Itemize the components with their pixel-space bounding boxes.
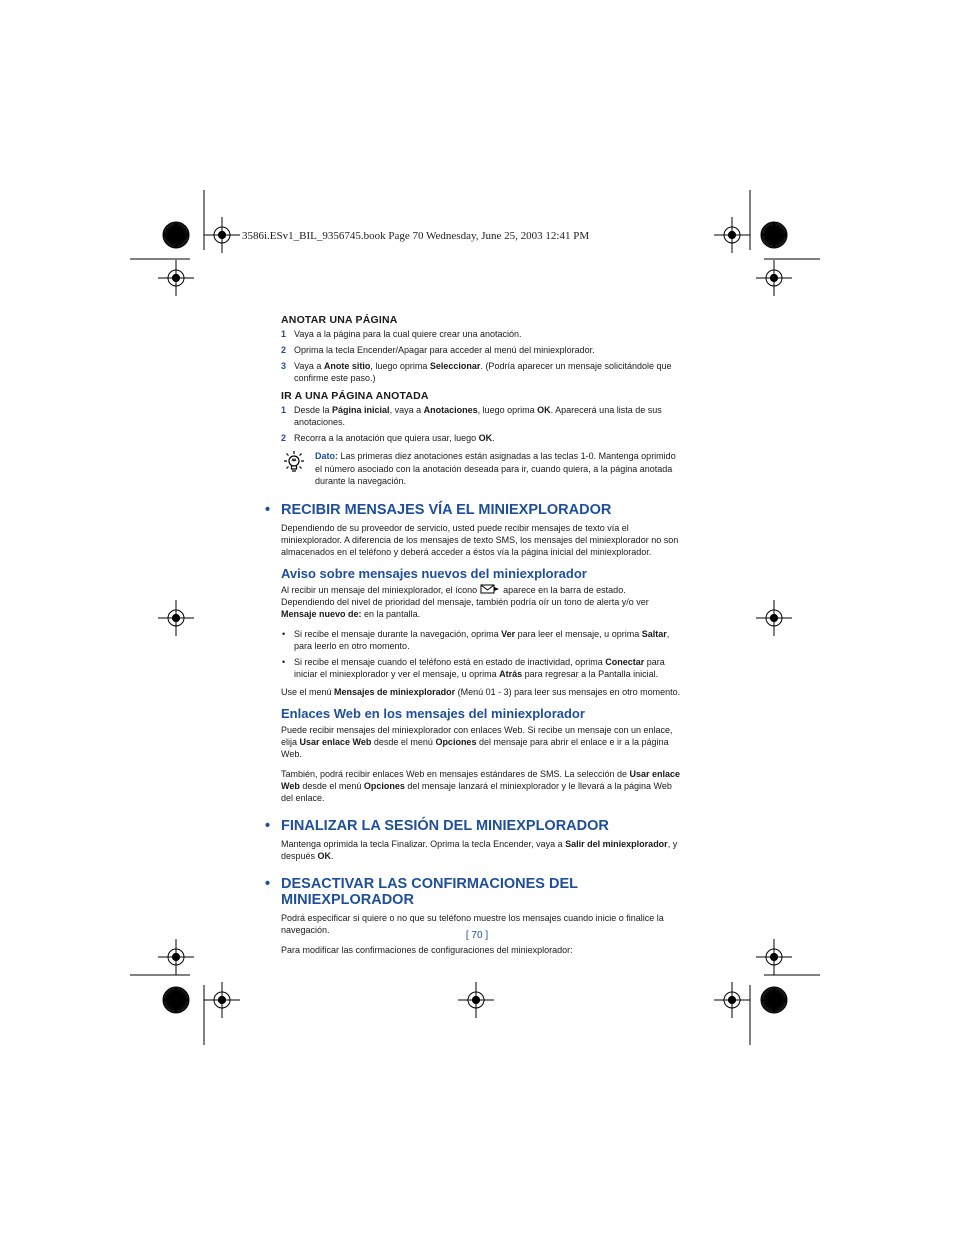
step-number: 2: [281, 433, 287, 443]
bullet-list: [281, 628, 681, 680]
section-desactivar: • DESACTIVAR LAS CONFIRMACIONES DEL MINIEXPLORADOR: [265, 875, 578, 908]
tip-lead: Dato:: [315, 451, 338, 461]
heading-anotar: ANOTAR UNA PÁGINA: [281, 314, 398, 326]
step-number: 1: [281, 329, 287, 339]
paragraph: Dependiendo de su proveedor de servicio, usted puede recibir mensajes de texto vía el miniexplorador. A diferencia de los mensajes de texto SMS, los mensajes del miniexplorador no son almacenados en el teléfono y deberá acceder a éstos vía la página inicial del miniexplorador.: [281, 522, 679, 557]
print-header: 3586i.ESv1_BIL_9356745.book Page 70 Wednesday, June 25, 2003 12:41 PM: [242, 230, 590, 242]
steps-anotar: [281, 328, 681, 384]
tip-box: [281, 450, 681, 488]
list-item: • Si recibe el mensaje cuando el teléfono está en estado de inactividad, oprima Conectar para iniciar el miniexplorador y ver el mensaje, u oprima Atrás para regresar a la Pantalla inicial.: [282, 656, 665, 679]
step-item: 2 Recorra a la anotación que quiera usar, luego OK.: [281, 433, 495, 443]
paragraph: Mantenga oprimida la tecla Finalizar. Oprima la tecla Encender, vaya a Salir del miniexplorador, y después OK.: [281, 838, 678, 861]
envelope-icon: [480, 584, 500, 594]
step-text: . (Podría aparecer un mensaje solicitándole que confirme este paso.): [294, 361, 672, 383]
subsection-aviso: Aviso sobre mensajes nuevos del miniexplorador: [281, 565, 587, 581]
step-number: 1: [281, 405, 287, 415]
heading-ir: IR A UNA PÁGINA ANOTADA: [281, 390, 429, 402]
step-item: [281, 344, 681, 356]
paragraph: Use el menú Mensajes de miniexplorador (Menú 01 - 3) para leer sus mensajes en otro momento.: [281, 686, 681, 697]
page-number: [ 70 ]: [465, 930, 489, 941]
step-text: , luego oprima: [370, 361, 430, 371]
section-finalizar: • FINALIZAR LA SESIÓN DEL MINIEXPLORADOR: [265, 817, 609, 834]
step-number: 3: [281, 361, 287, 371]
step-text: Vaya a: [294, 361, 324, 371]
tip-text: Las primeras diez anotaciones están asignadas a las teclas 1-0. Mantenga oprimido el número asociado con la anotación deseada para ir, cuando quiera, a la página anotada durante la navegación.: [315, 451, 676, 486]
step-item: [281, 360, 681, 384]
step-bold: Anote sitio: [323, 361, 371, 371]
step-item: 1 Desde la Página inicial, vaya a Anotaciones, luego oprima OK. Aparecerá una lista de sus anotaciones.: [281, 405, 662, 427]
paragraph: Para modificar las confirmaciones de configuraciones del miniexplorador:: [281, 944, 573, 955]
paragraph: Puede recibir mensajes del miniexplorador con enlaces Web. Si recibe un mensaje con un enlace, elija Usar enlace Web desde el menú Opciones del mensaje para abrir el enlace e ir a la página Web.: [281, 724, 673, 759]
list-item: • Si recibe el mensaje durante la navegación, oprima Ver para leer el mensaje, u oprima Saltar, para leerlo en otro momento.: [282, 628, 670, 651]
paragraph: Al recibir un mensaje del miniexplorador, el ícono aparece en la barra de estado. Dependiendo del nivel de prioridad del mensaje, también podría oír un tono de alerta y/o ver Mensaje nuevo de: en la pantalla.: [281, 584, 649, 619]
paragraph: También, podrá recibir enlaces Web en mensajes estándares de SMS. La selección de Usar enlace Web desde el menú Opciones del mensaje lanzará el miniexplorador y le llevará a la página Web del enlace.: [281, 768, 681, 803]
step-item: [281, 328, 681, 340]
step-bold: Seleccionar: [429, 361, 481, 371]
lightbulb-icon: [281, 450, 307, 476]
steps-ir: [281, 404, 681, 444]
section-recibir: • RECIBIR MENSAJES VÍA EL MINIEXPLORADOR: [265, 501, 612, 518]
step-text: Oprima la tecla Encender/Apagar para acceder al menú del miniexplorador.: [294, 345, 595, 355]
page-content: [265, 314, 681, 964]
subsection-enlaces: Enlaces Web en los mensajes del miniexplorador: [281, 705, 585, 721]
step-number: 2: [281, 345, 287, 355]
step-text: Vaya a la página para la cual quiere crear una anotación.: [294, 329, 522, 339]
paragraph: Podrá especificar si quiere o no que su teléfono muestre los mensajes cuando inicie o finalice la navegación.: [281, 912, 664, 935]
